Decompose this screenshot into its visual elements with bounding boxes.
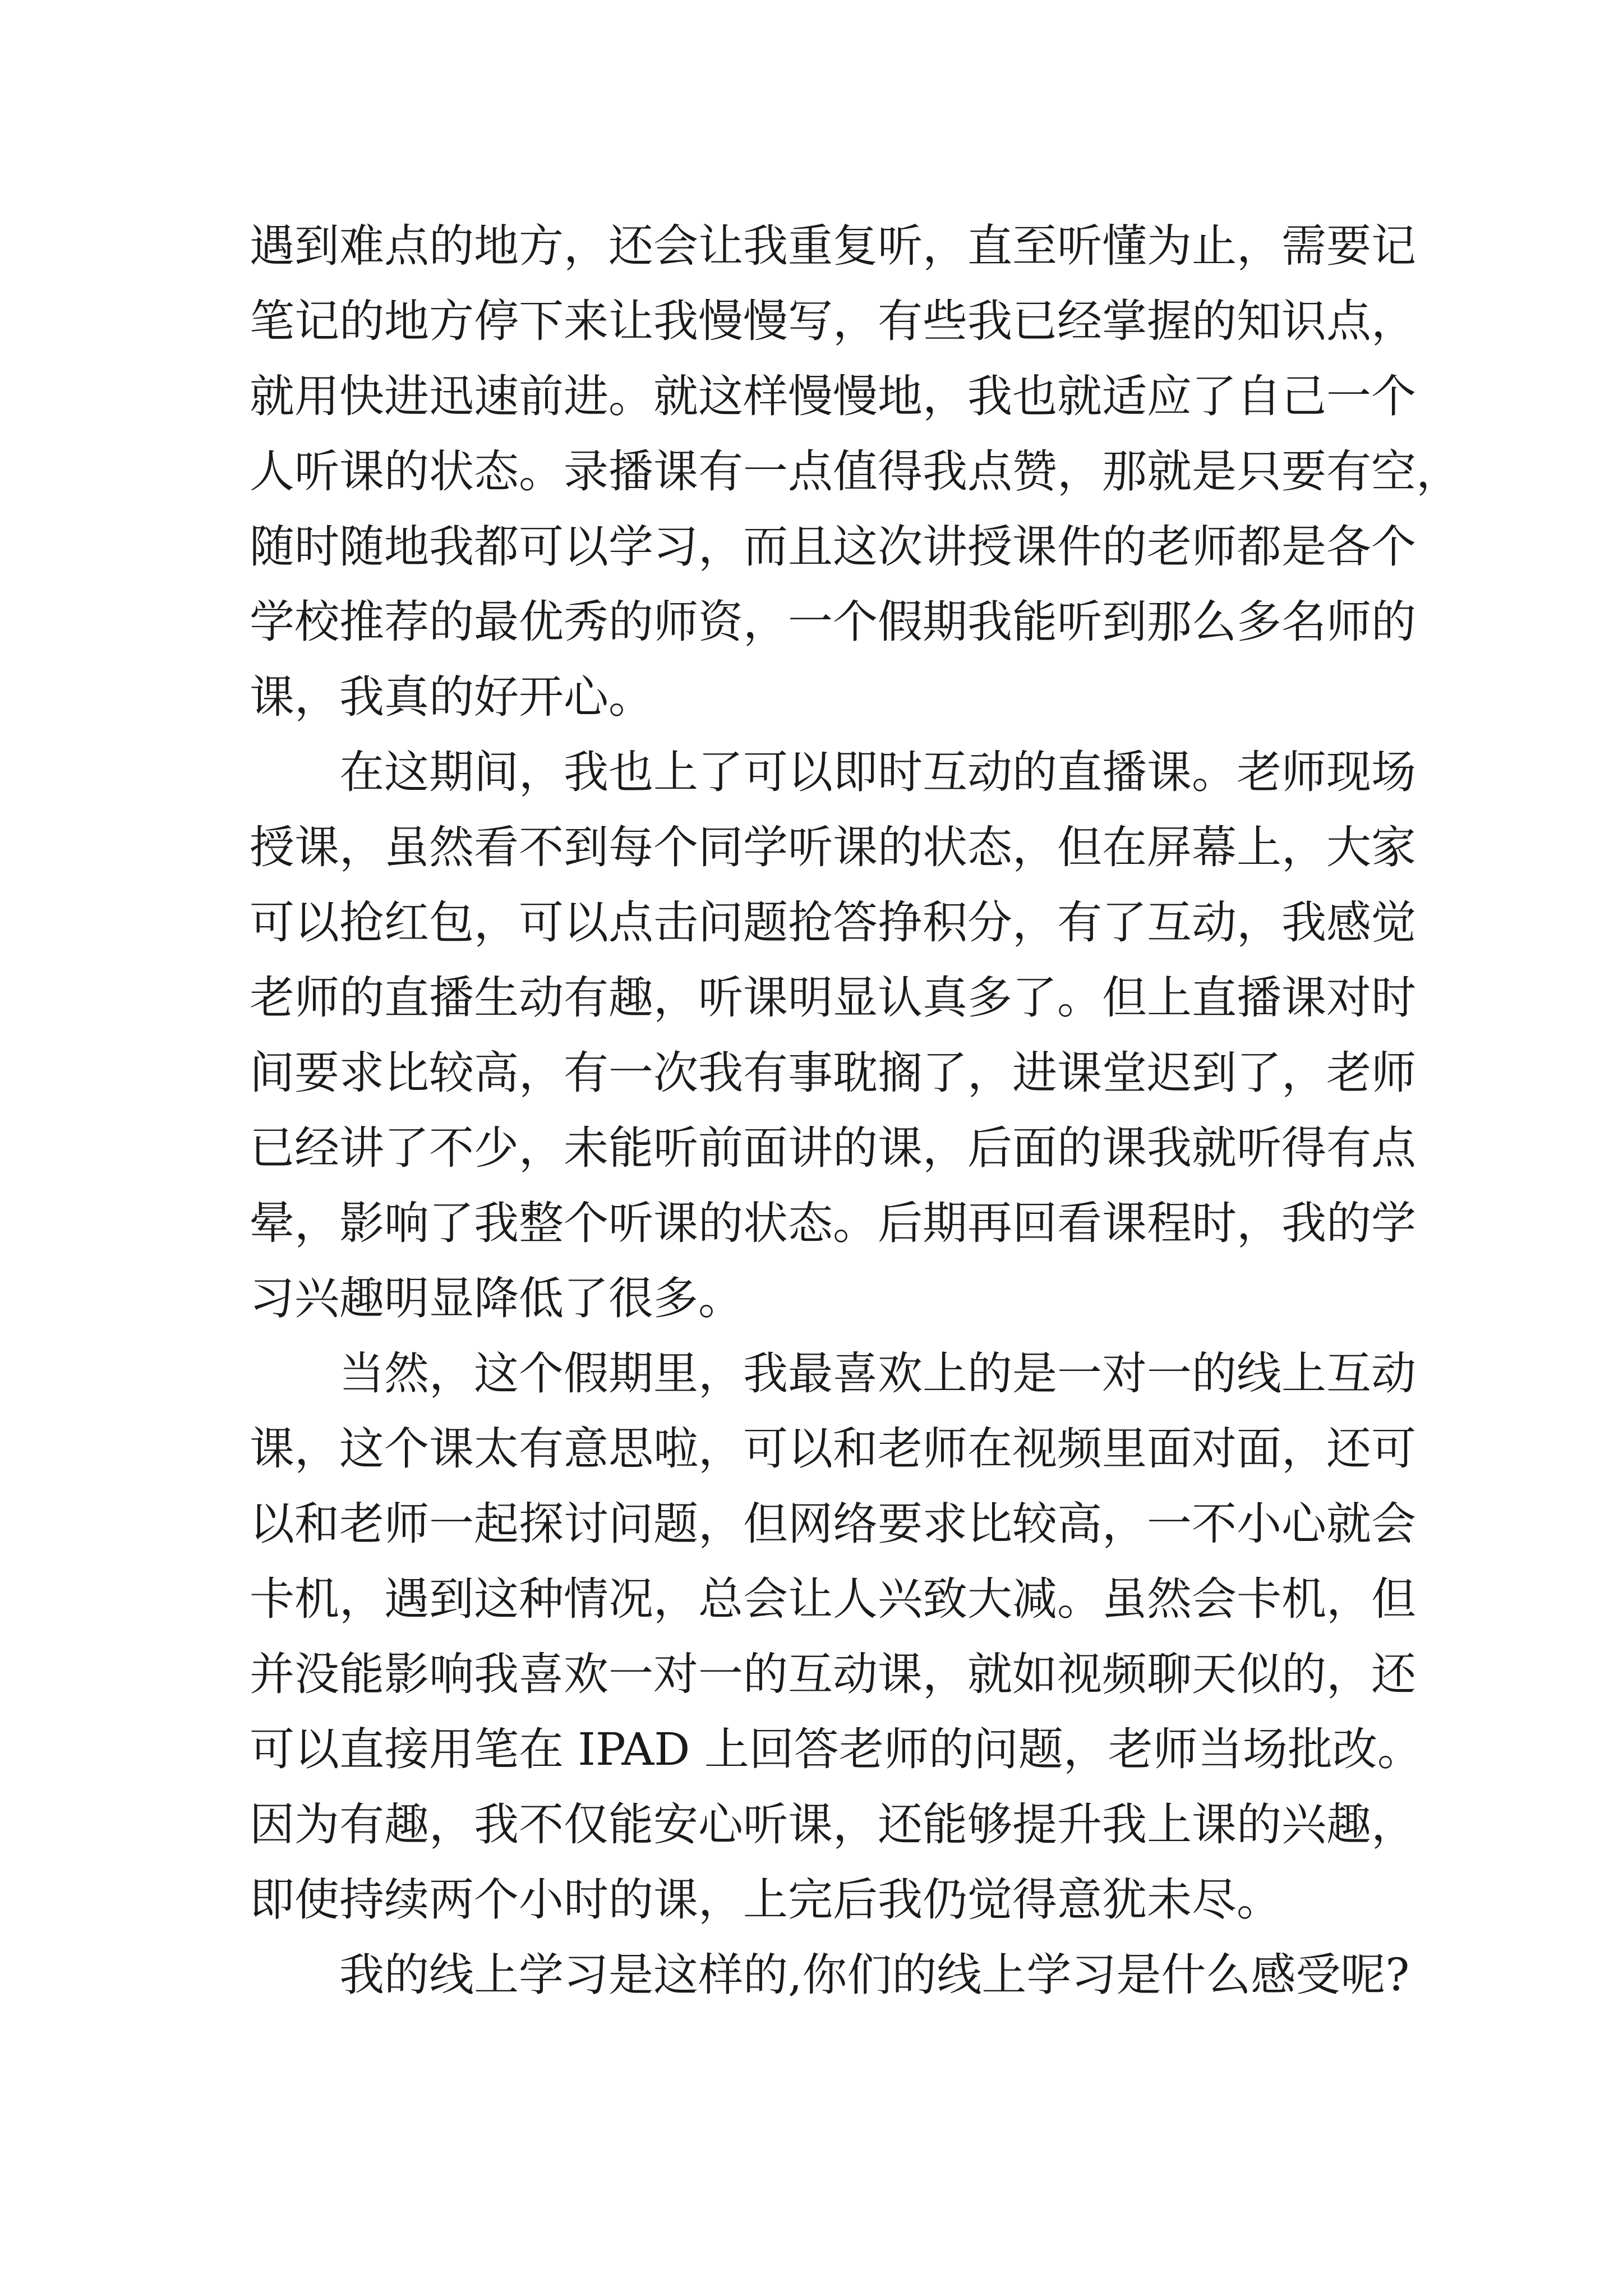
- text-line: 老师的直播生动有趣，听课明显认真多了。但上直播课对时: [250, 972, 1416, 1024]
- text-line: 以和老师一起探讨问题，但网络要求比较高，一不小心就会: [250, 1498, 1416, 1550]
- body-text: [250, 209, 1461, 2013]
- text-line: 遇到难点的地方，还会让我重复听，直至听懂为止，需要记: [250, 220, 1416, 272]
- text-line: 间要求比较高，有一次我有事耽搁了，进课堂迟到了，老师: [250, 1047, 1416, 1099]
- text-line: 可以抢红包，可以点击问题抢答挣积分，有了互动，我感觉: [250, 896, 1416, 949]
- text-line: 已经讲了不少，未能听前面讲的课，后面的课我就听得有点: [250, 1122, 1416, 1174]
- text-line: 授课，虽然看不到每个同学听课的状态，但在屏幕上，大家: [250, 821, 1416, 873]
- text-line: 即使持续两个小时的课，上完后我仍觉得意犹未尽。: [250, 1874, 1281, 1926]
- text-line: 因为有趣，我不仅能安心听课，还能够提升我上课的兴趣，: [250, 1798, 1416, 1851]
- text-line: 课，这个课太有意思啦，可以和老师在视频里面对面，还可: [250, 1423, 1416, 1475]
- text-line: 学校推荐的最优秀的师资，一个假期我能听到那么多名师的: [250, 596, 1416, 648]
- text-line: 在这期间，我也上了可以即时互动的直播课。老师现场: [339, 746, 1416, 798]
- text-line: 并没能影响我喜欢一对一的互动课，就如视频聊天似的，还: [250, 1648, 1416, 1700]
- text-line: 就用快进迅速前进。就这样慢慢地，我也就适应了自己一个: [250, 370, 1416, 422]
- text-line: 可以直接用笔在 IPAD 上回答老师的问题，老师当场批改。: [250, 1723, 1422, 1775]
- text-line: 课，我真的好开心。: [250, 671, 653, 723]
- text-line: 随时随地我都可以学习，而且这次讲授课件的老师都是各个: [250, 521, 1416, 573]
- text-line: 晕，影响了我整个听课的状态。后期再回看课程时，我的学: [250, 1197, 1416, 1249]
- text-line: 习兴趣明显降低了很多。: [250, 1272, 743, 1324]
- text-line: 当然，这个假期里，我最喜欢上的是一对一的线上互动: [339, 1347, 1416, 1400]
- text-line: 卡机，遇到这种情况，总会让人兴致大减。虽然会卡机，但: [250, 1573, 1416, 1625]
- text-line: 笔记的地方停下来让我慢慢写，有些我已经掌握的知识点，: [250, 295, 1416, 347]
- text-line: 人听课的状态。录播课有一点值得我点赞，那就是只要有空，: [250, 445, 1461, 498]
- text-line: 我的线上学习是这样的,你们的线上学习是什么感受呢?: [339, 1949, 1410, 2001]
